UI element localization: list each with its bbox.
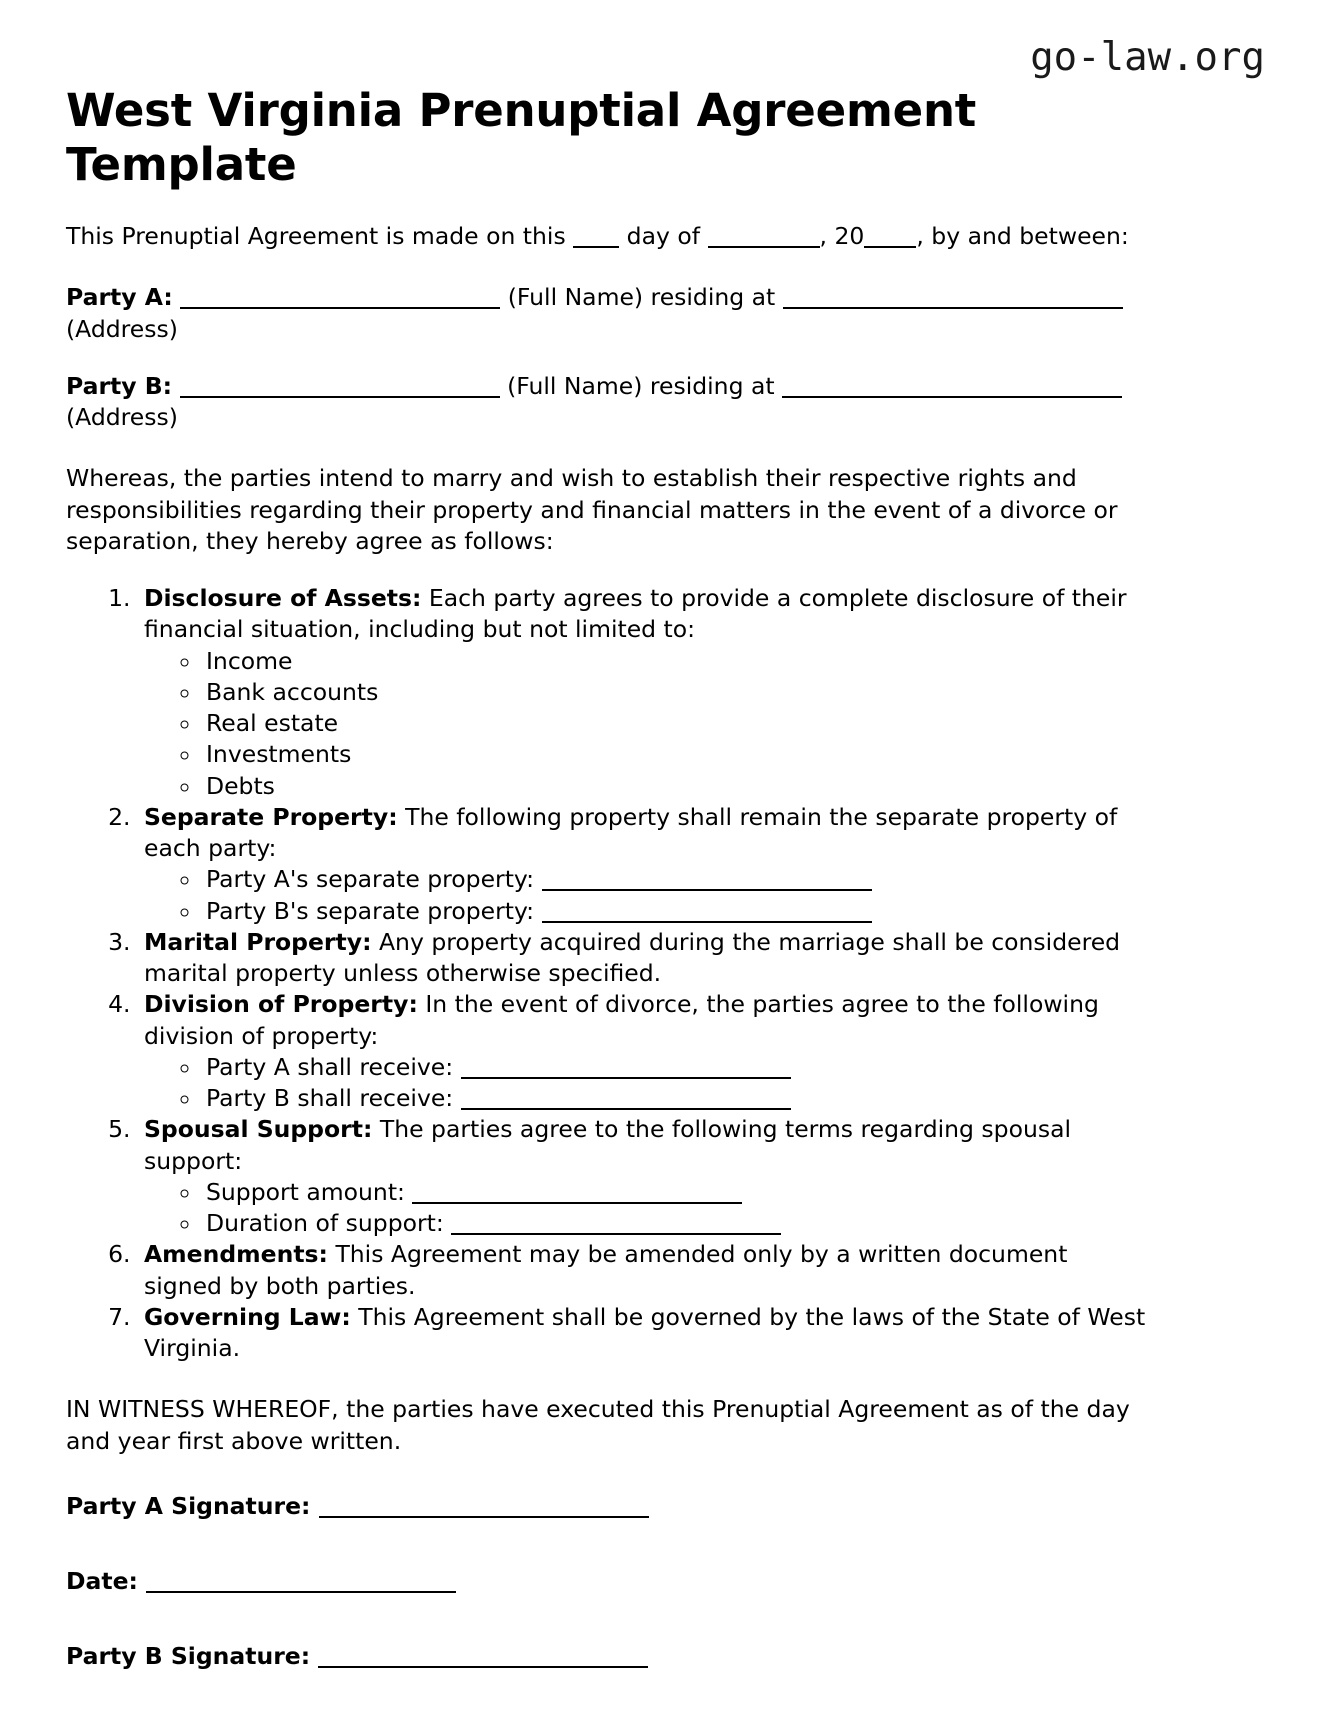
party-b-fullname-note: (Full Name) residing at (507, 371, 775, 400)
clause-sub-label: Party A shall receive: (206, 1052, 454, 1081)
signature-blank[interactable] (146, 1571, 456, 1593)
signature-blank[interactable] (318, 1646, 648, 1668)
clause-heading: Separate Property: (144, 802, 398, 831)
clause-sub-list (144, 646, 1148, 802)
clause-sub-item (202, 708, 1148, 739)
clause-item (138, 583, 1148, 802)
clause-sub-label: Debts (206, 771, 275, 800)
clause-body: The parties agree to the following terms regarding spousal support: (144, 1115, 1072, 1175)
clause-heading: Governing Law: (144, 1302, 351, 1331)
clause-body: This Agreement may be amended only by a written document signed by both parties. (144, 1240, 1068, 1300)
year-blank[interactable] (864, 226, 916, 248)
clause-sub-blank[interactable] (412, 1182, 742, 1204)
clause-sub-item (202, 1083, 1148, 1114)
clause-heading: Marital Property: (144, 927, 372, 956)
party-a-address-blank[interactable] (783, 287, 1123, 309)
clause-sub-blank[interactable] (542, 901, 872, 923)
clause-sub-label: Duration of support: (206, 1209, 444, 1238)
clause-sub-label: Investments (206, 740, 352, 769)
clause-sub-label: Support amount: (206, 1177, 405, 1206)
intro-by-and-between: , by and between: (916, 222, 1129, 251)
clause-sub-label: Real estate (206, 709, 339, 738)
signature-label: Date: (66, 1567, 138, 1596)
clause-item (138, 1114, 1148, 1239)
clause-sub-blank[interactable] (542, 869, 872, 891)
clause-sub-list (144, 864, 1148, 927)
clause-sub-item (202, 896, 1148, 927)
clause-sub-label: Party B shall receive: (206, 1084, 454, 1113)
clause-sub-list (144, 1052, 1148, 1115)
clause-sub-label: Party A's separate property: (206, 865, 535, 894)
party-a-label: Party A: (66, 283, 173, 312)
party-b-line (66, 371, 1148, 434)
signature-line (66, 1566, 1148, 1597)
clause-sub-item (202, 1052, 1148, 1083)
party-a-line (66, 282, 1148, 345)
clause-sub-item (202, 864, 1148, 895)
party-a-name-blank[interactable] (180, 287, 500, 309)
party-a-fullname-note: (Full Name) residing at (507, 283, 776, 312)
clause-body: In the event of divorce, the parties agree to the following division of property: (144, 990, 1099, 1050)
signature-block (66, 1491, 1148, 1673)
party-b-label: Party B: (66, 371, 173, 400)
clause-sub-item (202, 1208, 1148, 1239)
party-a-address-note: (Address) (66, 314, 178, 343)
clause-sub-blank[interactable] (461, 1088, 791, 1110)
signature-label: Party A Signature: (66, 1491, 311, 1520)
site-brand: go-law.org (1030, 35, 1265, 80)
clause-heading: Division of Property: (144, 990, 418, 1019)
signature-label: Party B Signature: (66, 1642, 311, 1671)
clause-item (138, 1239, 1148, 1302)
intro-day-of: day of (626, 222, 701, 251)
signature-line (66, 1641, 1148, 1672)
signature-blank[interactable] (319, 1496, 649, 1518)
clause-sub-blank[interactable] (461, 1057, 791, 1079)
day-blank[interactable] (573, 226, 619, 248)
clause-sub-label: Party B's separate property: (206, 896, 535, 925)
document-content (66, 84, 1148, 1717)
clause-heading: Amendments: (144, 1240, 328, 1269)
party-b-address-note: (Address) (66, 403, 178, 432)
intro-comma-20: , 20 (819, 222, 865, 251)
clause-sub-item (202, 646, 1148, 677)
witness-paragraph: IN WITNESS WHEREOF, the parties have executed this Prenuptial Agreement as of the day and year first above written. (66, 1395, 1130, 1455)
clause-item (138, 802, 1148, 927)
intro-pre-day: This Prenuptial Agreement is made on this (66, 222, 566, 251)
intro-paragraph (66, 221, 1148, 252)
clause-sub-label: Income (206, 646, 293, 675)
clause-body: Any property acquired during the marriage shall be considered marital property unless otherwise specified. (144, 927, 1121, 988)
clause-item (138, 927, 1148, 990)
clause-sub-list (144, 1177, 1148, 1240)
clause-body: The following property shall remain the separate property of each party: (144, 802, 1118, 863)
clause-sub-item (202, 739, 1148, 770)
party-b-name-blank[interactable] (180, 376, 500, 398)
clause-item (138, 1302, 1148, 1365)
clause-heading: Spousal Support: (144, 1115, 373, 1144)
page-title: West Virginia Prenuptial Agreement Template (66, 84, 977, 191)
clause-body: This Agreement shall be governed by the laws of the State of West Virginia. (144, 1302, 1146, 1363)
clause-sub-item (202, 1177, 1148, 1208)
clause-sub-item (202, 677, 1148, 708)
party-b-address-blank[interactable] (782, 376, 1122, 398)
clause-sub-label: Bank accounts (206, 677, 379, 706)
month-blank[interactable] (708, 226, 820, 248)
clause-heading: Disclosure of Assets: (144, 584, 422, 613)
clauses-list (66, 583, 1148, 1364)
clause-sub-blank[interactable] (451, 1213, 781, 1235)
clause-body: Each party agrees to provide a complete disclosure of their financial situation, including but not limited to: (144, 584, 1127, 644)
clause-item (138, 989, 1148, 1114)
clause-sub-item (202, 771, 1148, 802)
signature-line (66, 1491, 1148, 1522)
whereas-paragraph: Whereas, the parties intend to marry and wish to establish their respective rights and responsibilities regarding their property and financial matters in the event of a divorce or separation, they hereby agree as follows: (66, 464, 1118, 555)
